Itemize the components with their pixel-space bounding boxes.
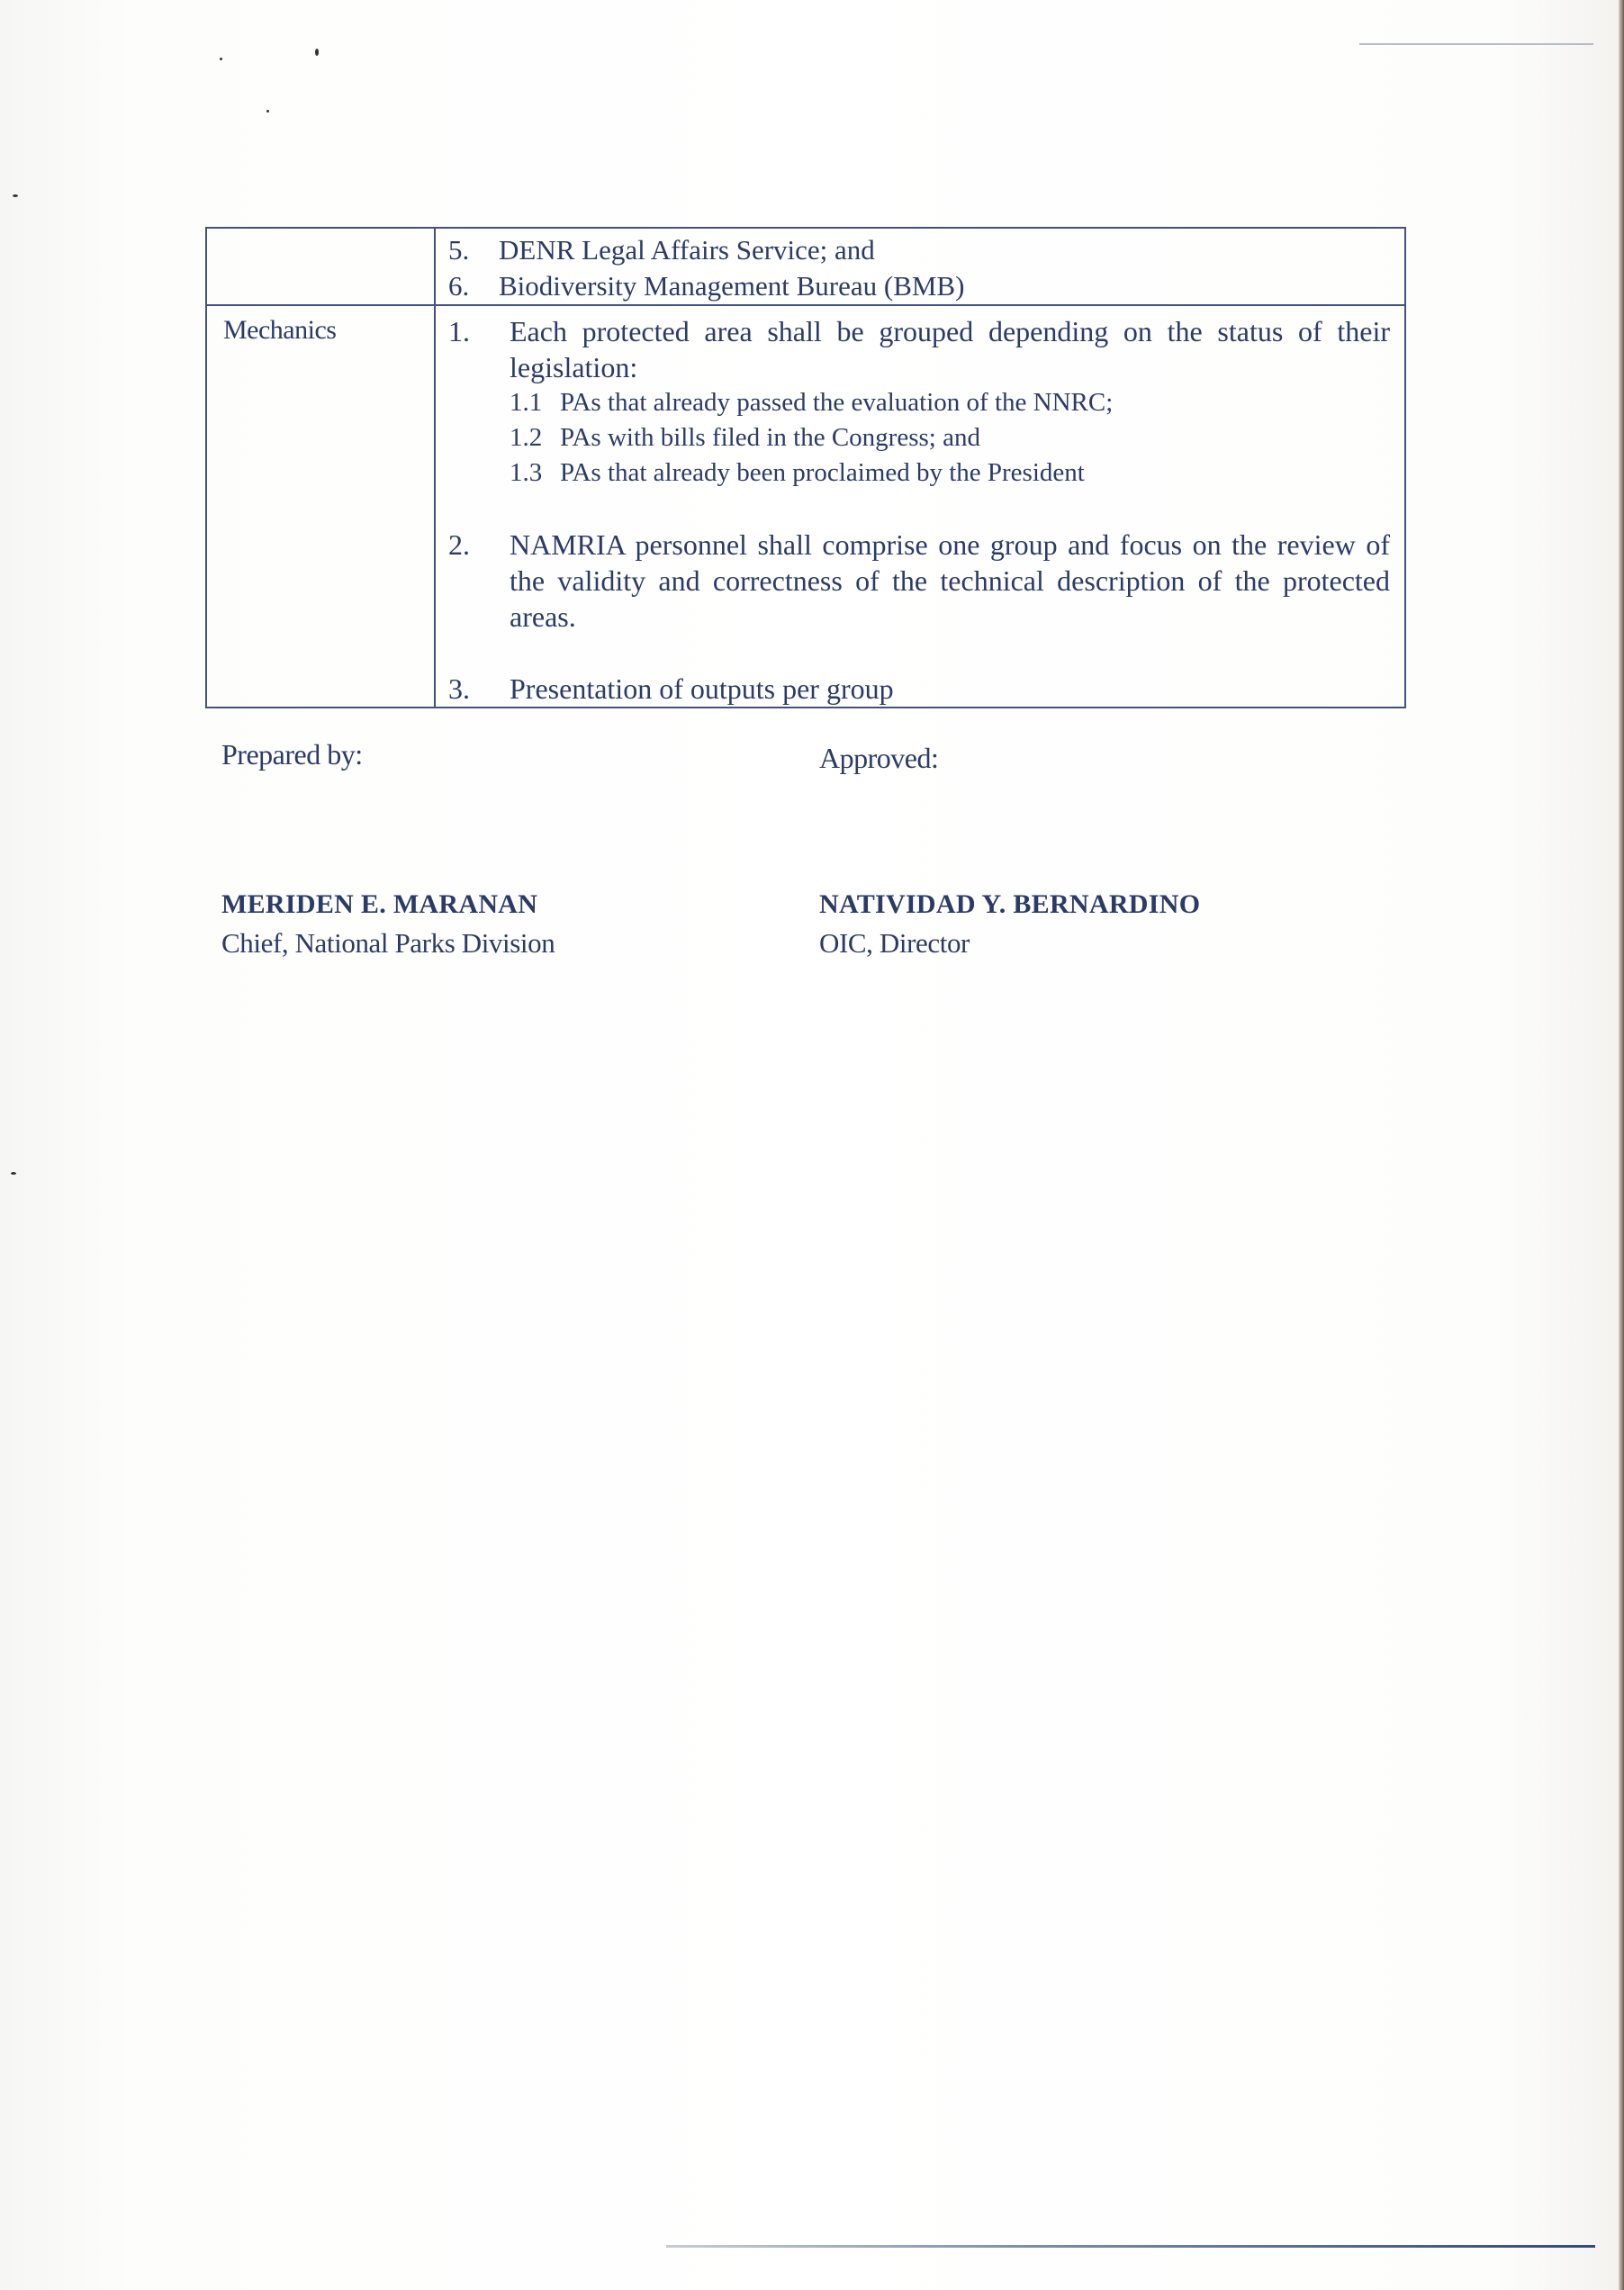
list-item-text: Each protected area shall be grouped depending on the status of their legislation: (510, 315, 1390, 383)
scan-speck (266, 110, 269, 113)
scan-speck (315, 49, 319, 56)
table-cell-mechanics (435, 305, 1405, 708)
list-item-number: 1. (448, 315, 470, 347)
list-item-text: DENR Legal Affairs Service; and (499, 234, 875, 266)
approver-title: OIC, Director (819, 927, 970, 959)
list-item-number: 3. (448, 672, 470, 705)
list-item-number: 6. (448, 270, 470, 302)
prepared-by-label: Prepared by: (221, 738, 363, 771)
list-item-text: Biodiversity Management Bureau (BMB) (499, 270, 965, 302)
sub-item-text: PAs with bills filed in the Congress; and (560, 423, 980, 452)
sub-list-item (510, 455, 1390, 491)
sub-item-text: PAs that already been proclaimed by the President (560, 458, 1085, 487)
table-cell-empty (206, 228, 435, 305)
list-item-number: 5. (448, 234, 470, 266)
sub-item-number: 1.3 (510, 458, 543, 487)
sub-list (448, 385, 1390, 491)
mechanics-label: Mechanics (223, 315, 337, 345)
list-item (448, 268, 1390, 304)
sub-item-text: PAs that already passed the evaluation of the NNRC; (560, 388, 1114, 417)
scan-speck (13, 194, 18, 197)
approved-label: Approved: (819, 742, 939, 774)
table-cell-participants (435, 228, 1405, 305)
list-item (448, 232, 1390, 268)
preparer-name: MERIDEN E. MARANAN (221, 889, 538, 919)
scan-artifact-line (666, 2245, 1595, 2248)
sub-list-item (510, 385, 1390, 420)
preparer-title: Chief, National Parks Division (221, 927, 555, 959)
table-row (206, 228, 1405, 305)
list-item (448, 527, 1390, 635)
table-cell-label (206, 305, 435, 708)
mechanics-table (205, 227, 1406, 708)
list-item (448, 313, 1390, 385)
list-item-number: 2. (448, 528, 470, 561)
scan-speck (220, 58, 222, 60)
list-item-text: NAMRIA personnel shall comprise one group and focus on the review of the validity and correctness of the technical description of the protected areas. (510, 528, 1390, 633)
sub-item-number: 1.1 (510, 388, 543, 417)
table-row (206, 305, 1405, 708)
scan-artifact-line (1359, 43, 1593, 45)
list-item-text: Presentation of outputs per group (510, 672, 894, 705)
sub-item-number: 1.2 (510, 423, 543, 452)
approver-name: NATIVIDAD Y. BERNARDINO (819, 889, 1201, 919)
scan-speck (11, 1172, 16, 1175)
page-edge (1619, 0, 1624, 2290)
list-item (448, 671, 1390, 707)
sub-list-item (510, 420, 1390, 455)
